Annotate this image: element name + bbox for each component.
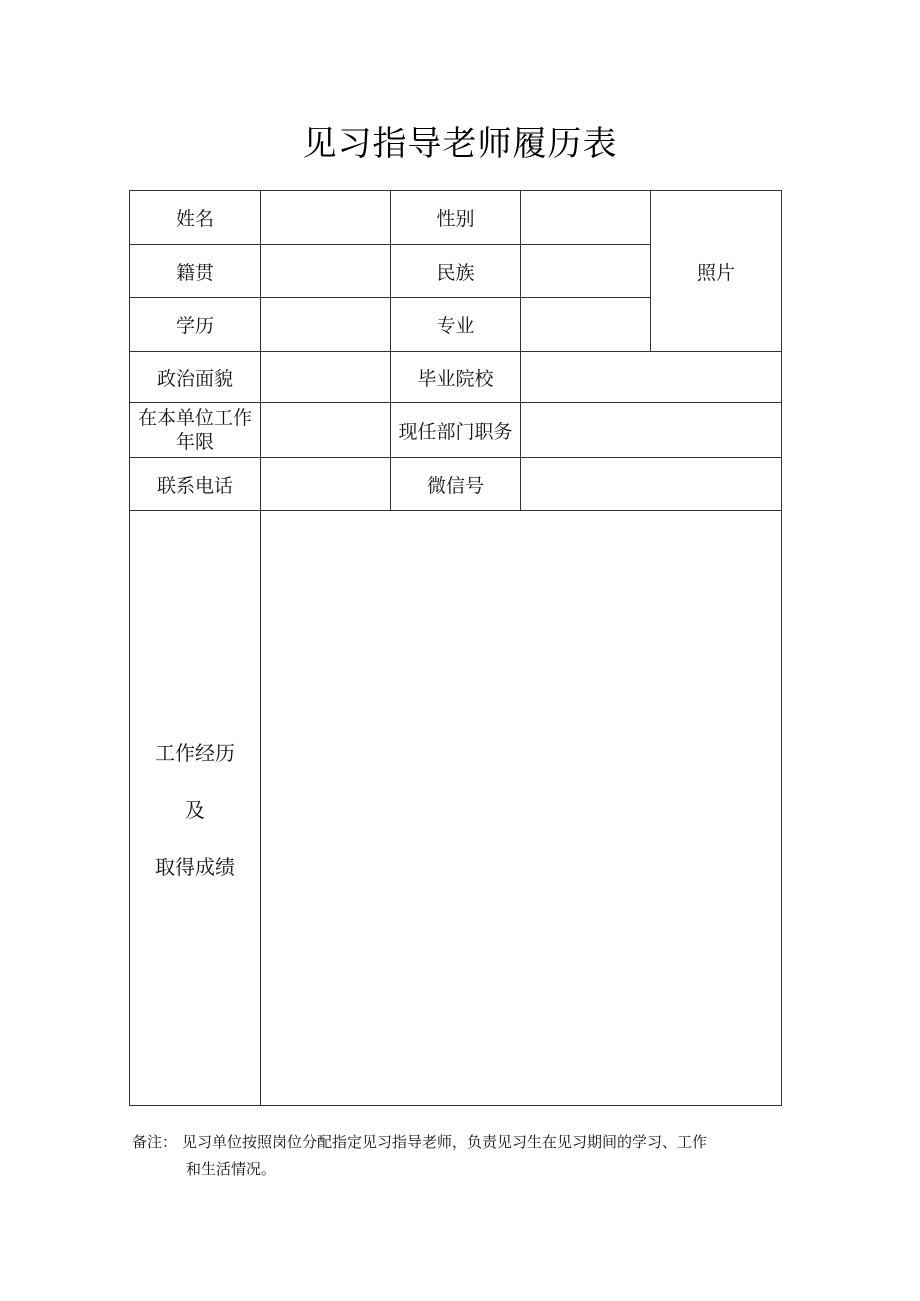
name-label: 姓名 [130,191,261,245]
experience-field[interactable] [261,511,782,1106]
experience-label-line1: 工作经历 [155,740,235,765]
photo-label: 照片 [696,261,735,284]
major-field[interactable] [521,298,651,352]
experience-label-line3: 取得成绩 [155,854,235,879]
education-label: 学历 [130,298,261,352]
graduated-school-label: 毕业院校 [391,352,521,403]
major-label: 专业 [391,298,521,352]
ethnicity-field[interactable] [521,245,651,298]
political-status-label: 政治面貌 [130,352,261,403]
remark-label: 备注： [132,1133,178,1151]
ethnicity-label: 民族 [391,245,521,298]
graduated-school-field[interactable] [521,352,782,403]
gender-field[interactable] [521,191,651,245]
native-place-field[interactable] [261,245,391,298]
resume-form-table [129,190,782,1106]
experience-label [130,511,261,1106]
native-place-label: 籍贯 [130,245,261,298]
current-position-label: 现任部门职务 [391,403,521,458]
remark-line2: 和生活情况。 [186,1160,277,1178]
years-at-unit-field[interactable] [261,403,391,458]
gender-label: 性别 [391,191,521,245]
remark-line1: 见习单位按照岗位分配指定见习指导老师，负责见习生在见习期间的学习、工作 [182,1133,708,1151]
phone-label: 联系电话 [130,458,261,511]
wechat-field[interactable] [521,458,782,511]
name-field[interactable] [261,191,391,245]
political-status-field[interactable] [261,352,391,403]
experience-label-line2: 及 [185,797,205,822]
current-position-field[interactable] [521,403,782,458]
education-field[interactable] [261,298,391,352]
years-at-unit-label: 在本单位工作年限 [130,403,261,458]
remark-note [132,1129,792,1183]
page-title: 见习指导老师履历表 [302,124,618,164]
photo-cell[interactable] [651,191,782,352]
wechat-label: 微信号 [391,458,521,511]
phone-field[interactable] [261,458,391,511]
